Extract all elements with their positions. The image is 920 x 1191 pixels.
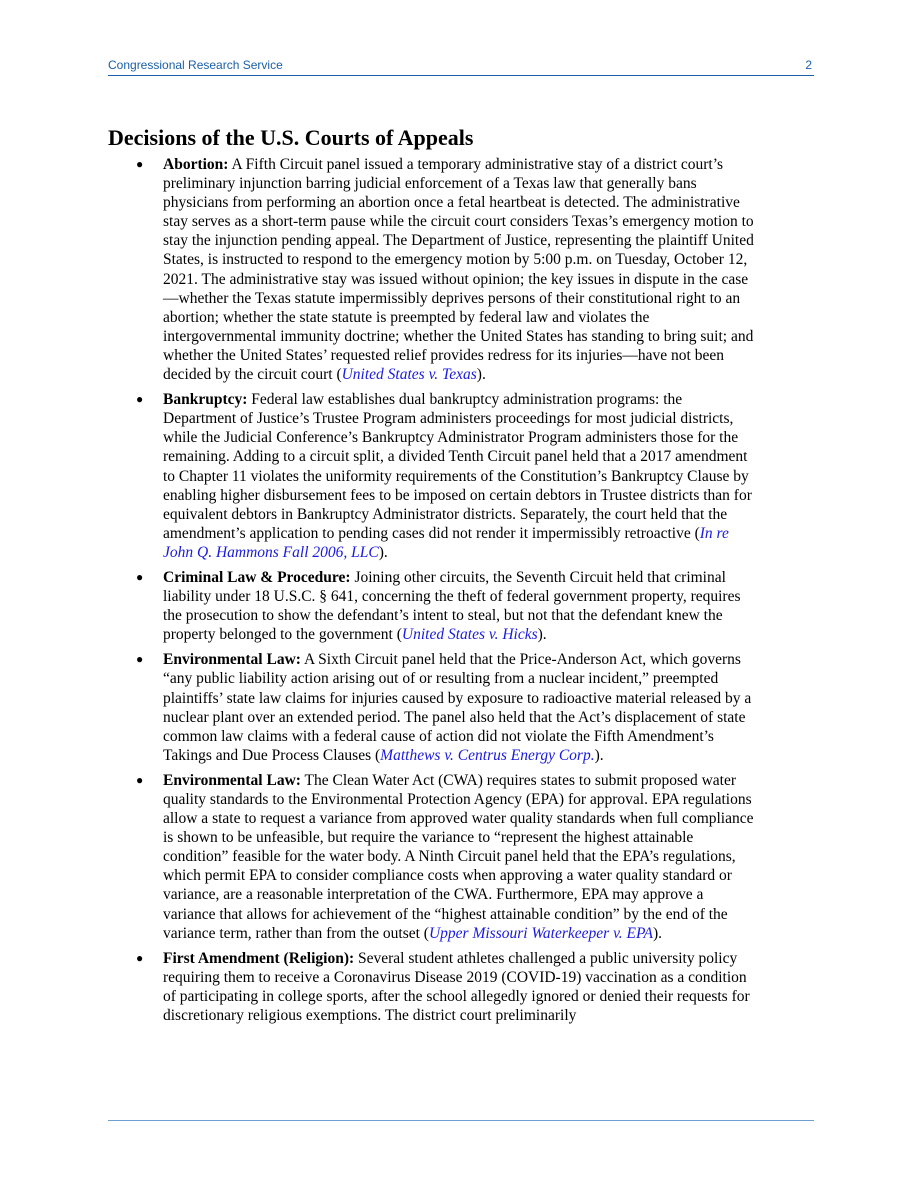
- item-tail: ).: [378, 543, 388, 561]
- decision-item: [108, 390, 759, 562]
- item-text: A Fifth Circuit panel issued a temporary administrative stay of a district court’s preliminary injunction barring judicial enforcement of a Texas law that generally bans physicians from performing an abortion once a fetal heartbeat is detected. The administrative stay serves as a short-term pause while the circuit court considers Texas’s emergency motion to stay the injunction pending appeal. The Department of Justice, representing the plaintiff United States, is instructed to respond to the emergency motion by 5:00 p.m. on Tuesday, October 12, 2021. The administrative stay was issued without opinion; the key issues in dispute in the case—whether the Texas statute impermissibly deprives persons of their constitutional right to an abortion; whether the state statute is preempted by federal law and violates the intergovernmental immunity doctrine; whether the United States has standing to bring suit; and whether the United States’ requested relief provides redress for its injuries—have not been decided by the circuit court (: [163, 156, 754, 384]
- bullet-icon: ●: [136, 569, 144, 584]
- item-tail: ).: [537, 626, 547, 644]
- decision-list: [108, 155, 814, 1025]
- item-text: Joining other circuits, the Seventh Circuit held that criminal liability under 18 U.S.C. § 641, concerning the theft of federal government property, requires the prosecution to show the defendant’s intent to steal, but not that the defendant knew the property belonged to the government (: [163, 568, 741, 644]
- item-tail: ).: [476, 366, 486, 384]
- bullet-icon: ●: [136, 950, 144, 965]
- item-tail: ).: [594, 746, 604, 764]
- section-heading: Decisions of the U.S. Courts of Appeals: [108, 125, 474, 150]
- decision-item: [108, 155, 759, 384]
- item-text: The Clean Water Act (CWA) requires states to submit proposed water quality standards to the Environmental Protection Agency (EPA) for approval. EPA regulations allow a state to request a variance from approved water quality standards when full compliance is shown to be unfeasible, but require the variance to “represent the highest attainable condition” feasible for the water body. A Ninth Circuit panel held that the EPA’s regulations, which permit EPA to consider compliance costs when approving a water quality standard or variance, are a reasonable interpretation of the CWA. Furthermore, EPA may approve a variance that allows for achievement of the “highest attainable condition” by the end of the variance term, rather than from the outset (: [163, 771, 754, 942]
- case-citation-link[interactable]: United States v. Hicks: [401, 626, 538, 644]
- bullet-icon: ●: [136, 392, 144, 407]
- main-content: [108, 125, 814, 1031]
- case-citation-link[interactable]: United States v. Texas: [341, 366, 477, 384]
- decision-item: [108, 949, 759, 1025]
- bullet-icon: ●: [136, 157, 144, 171]
- case-citation-link[interactable]: In re John Q. Hammons Fall 2006, LLC: [163, 524, 729, 561]
- header-title: Congressional Research Service: [108, 58, 283, 72]
- bullet-icon: ●: [136, 772, 144, 787]
- case-citation-link[interactable]: Upper Missouri Waterkeeper v. EPA: [428, 924, 653, 942]
- item-category: Environmental Law:: [163, 651, 301, 669]
- item-category: Abortion:: [163, 156, 229, 173]
- page-number: 2: [805, 58, 812, 72]
- decision-item: [108, 771, 759, 943]
- item-category: First Amendment (Religion):: [163, 949, 355, 967]
- item-text: Federal law establishes dual bankruptcy administration programs: the Department of Justice’s Trustee Program administers proceedings for most judicial districts, while the Judicial Conference’s Bankruptcy Administrator Program administers those for the remaining. Adding to a circuit split, a divided Tenth Circuit panel held that a 2017 amendment to Chapter 11 violates the uniformity requirements of the Constitution’s Bankruptcy Clause by enabling higher disbursement fees to be imposed on certain debtors in Trustee districts than for equivalent debtors in Bankruptcy Administrator districts. Separately, the court held that the amendment’s application to pending cases did not render it impermissibly retroactive (: [163, 391, 752, 542]
- page-header: [108, 57, 814, 76]
- item-category: Criminal Law & Procedure:: [163, 568, 351, 586]
- decision-item: [108, 568, 759, 644]
- item-category: Bankruptcy:: [163, 391, 248, 409]
- footer-rule: [108, 1120, 814, 1121]
- item-text: Several student athletes challenged a public university policy requiring them to receive a Coronavirus Disease 2019 (COVID-19) vaccination as a condition of participating in college sports, after the school allegedly ignored or denied their requests for discretionary religious exemptions. The district court preliminarily: [163, 949, 750, 1025]
- case-citation-link[interactable]: Matthews v. Centrus Energy Corp.: [380, 746, 595, 764]
- bullet-icon: ●: [136, 652, 144, 667]
- decision-item: [108, 650, 759, 765]
- item-category: Environmental Law:: [163, 771, 301, 789]
- item-tail: ).: [652, 924, 663, 942]
- item-text: A Sixth Circuit panel held that the Price-Anderson Act, which governs “any public liability action arising out of or resulting from a nuclear incident,” preempted plaintiffs’ state law claims for injuries caused by exposure to radioactive material released by a nuclear plant over an extended period. The panel also held that the Act’s displacement of state common law claims with a federal cause of action did not violate the Fifth Amendment’s Takings and Due Process Clauses (: [163, 651, 752, 764]
